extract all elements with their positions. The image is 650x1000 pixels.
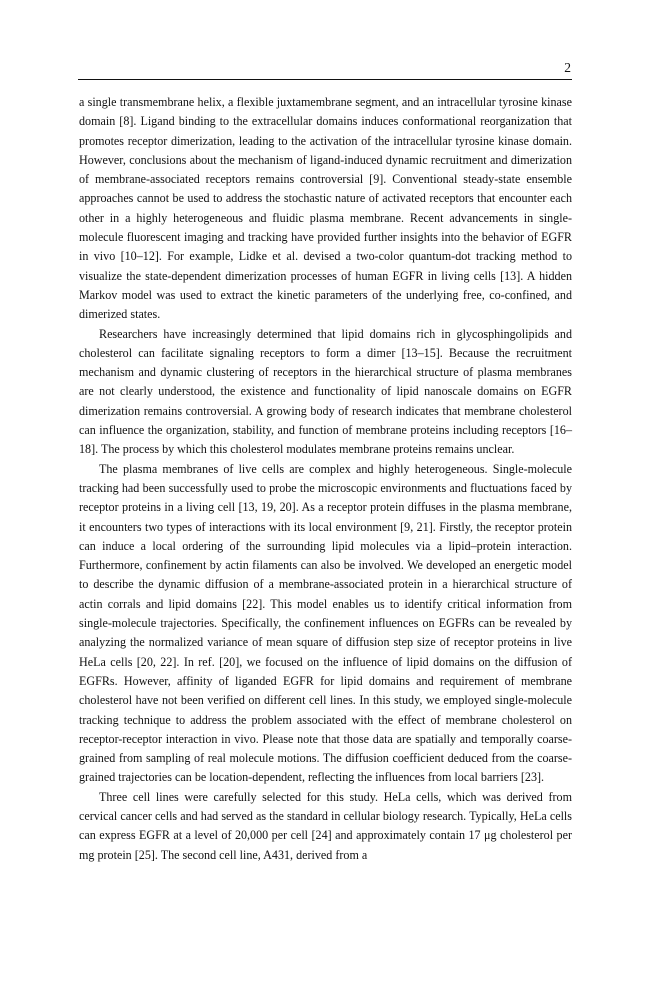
paragraph-2: Researchers have increasingly determined that lipid domains rich in glycosphingolipids and cholesterol can facilitate signaling receptors to form a dimer [13–15]. Because the recruitment mechanism and dynamic clustering of receptors in the hierarchical structure of plasma membranes are not clearly understood, the existence and functionality of lipid nanoscale domains on EGFR dimerization remains controversial. A growing body of research indicates that membrane cholesterol can influence the organization, stability, and function of membrane proteins including receptors [16–18]. The process by which this cholesterol modulates membrane proteins remains unclear. xyxy=(79,326,572,457)
paragraph-1: a single transmembrane helix, a flexible juxtamembrane segment, and an intracellular tyrosine kinase domain [8]. Ligand binding to the extracellular domains induces conformational reorganization that promotes receptor dimerization, leading to the activation of the intracellular tyrosine kinase domain. However, conclusions about the mechanism of ligand-induced dynamic recruitment and dimerization of membrane-associated receptors remains controversial [9]. Conventional steady-state ensemble approaches cannot be used to address the stochastic nature of activated receptors that encounter each other in a highly heterogeneous and fluidic plasma membrane. Recent advancements in single-molecule fluorescent imaging and tracking have provided further insights into the behavior of EGFR in vivo [10–12]. For example, Lidke et al. devised a two-color quantum-dot tracking method to visualize the state-dependent dimerization processes of human EGFR in living cells [13]. A hidden Markov model was used to extract the kinetic parameters of the underlying free, co-confined, and dimerized states. xyxy=(79,95,572,322)
body-text xyxy=(79,93,572,865)
page-number: 2 xyxy=(564,60,571,75)
paragraph-3: The plasma membranes of live cells are complex and highly heterogeneous. Single-molecule tracking had been successfully used to probe the microscopic environments and fluctuations faced by receptor proteins in a living cell [13, 19, 20]. As a receptor protein diffuses in the plasma membrane, it encounters two types of interactions with its local environment [9, 21]. Firstly, the receptor protein can induce a local ordering of the surrounding lipid molecules via a lipid–protein interaction. Furthermore, confinement by actin filaments can also be involved. We developed an energetic model to describe the dynamic diffusion of a membrane-associated protein in a hierarchical structure of actin corrals and lipid domains [22]. This model enables us to identify critical information from single-molecule trajectories. Specifically, the confinement influences on EGFRs can be revealed by analyzing the normalized variance of mean square of diffusion step size of receptor proteins in live HeLa cells [20, 22]. In ref. [20], we focused on the influence of lipid domains on the diffusion of EGFRs. However, affinity of liganded EGFR for lipid domains and requirement of membrane cholesterol have not been verified on different cell lines. In this study, we employed single-molecule tracking technique to address the problem associated with the effect of membrane cholesterol on receptor-receptor interaction in vivo. Please note that those data are spatially and temporally coarse-grained from sampling of real molecule motions. The diffusion coefficient deduced from the coarse-grained trajectories can be location-dependent, reflecting the influences from local barriers [23]. xyxy=(79,461,572,785)
paragraph-4: Three cell lines were carefully selected for this study. HeLa cells, which was derived from cervical cancer cells and had served as the standard in cellular biology research. Typically, HeLa cells can express EGFR at a level of 20,000 per cell [24] and approximately contain 17 μg cholesterol per mg protein [25]. The second cell line, A431, derived from a xyxy=(79,789,572,862)
page-header xyxy=(78,60,572,80)
